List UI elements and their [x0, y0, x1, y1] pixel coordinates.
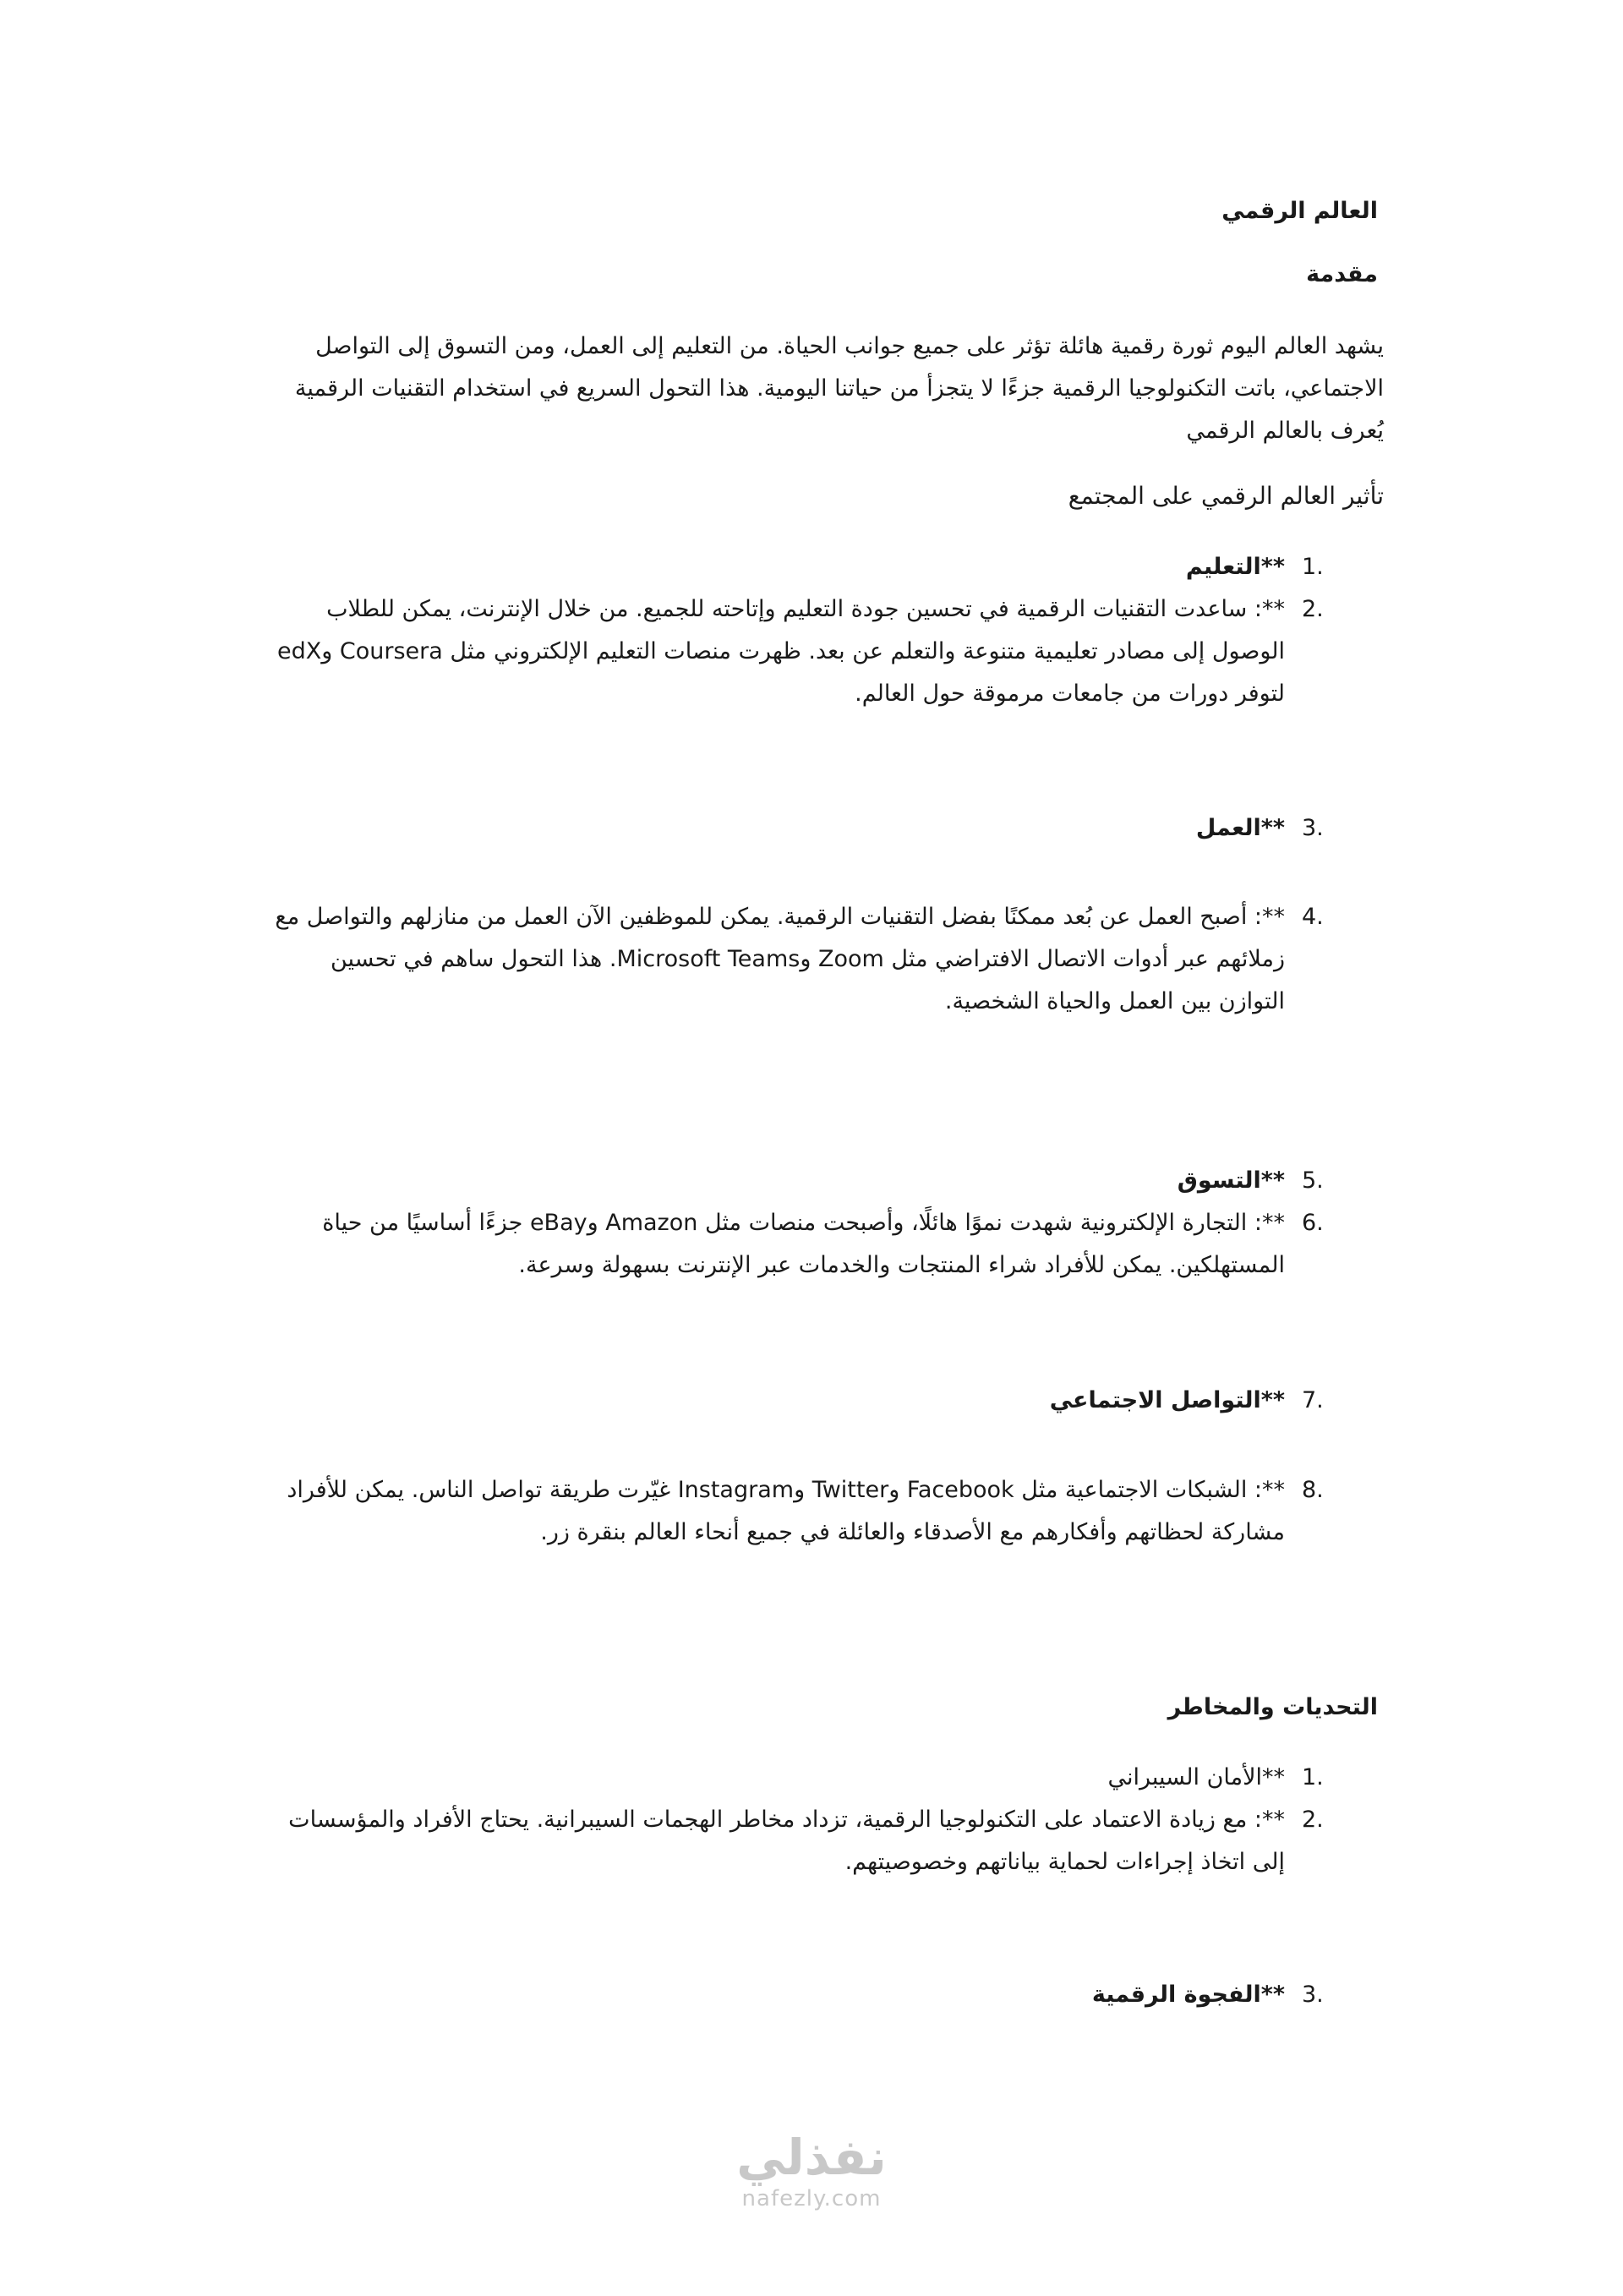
- list-item: [262, 1202, 1324, 1287]
- list-item: [262, 1469, 1324, 1554]
- watermark: [727, 2130, 896, 2213]
- list-item: [262, 1380, 1324, 1422]
- list-item-number: 1.: [1302, 1764, 1324, 1790]
- list-item-text: **: الشبكات الاجتماعية مثل Facebook وTwitter وInstagram غيّرت طريقة تواصل الناس. يمكن للأفراد مشاركة لحظاتهم وأفكارهم مع الأصدقاء والعائلة في جميع أنحاء العالم بنقرة زر.: [287, 1477, 1285, 1545]
- list-item: [262, 1799, 1324, 1883]
- list-item-number: 6.: [1302, 1210, 1324, 1236]
- list-item-text: **التعليم: [1185, 554, 1285, 580]
- impact-heading: تأثير العالم الرقمي على المجتمع: [1068, 482, 1384, 510]
- list-item-text: **التسوق: [1177, 1167, 1285, 1194]
- list-item-number: 5.: [1302, 1167, 1324, 1194]
- list-item-number: 3.: [1302, 815, 1324, 841]
- list-item-number: 1.: [1302, 554, 1324, 580]
- list-item: [262, 896, 1324, 1023]
- list-item-number: 2.: [1302, 596, 1324, 622]
- list-item: [262, 1974, 1324, 2016]
- list-item-number: 4.: [1302, 904, 1324, 930]
- list-item-number: 8.: [1302, 1477, 1324, 1503]
- list-item-number: 2.: [1302, 1807, 1324, 1833]
- list-item-text: **العمل: [1195, 815, 1285, 841]
- list-item: [262, 1160, 1324, 1202]
- intro-heading: مقدمة: [1306, 261, 1378, 287]
- list-item-text: **: مع زيادة الاعتماد على التكنولوجيا الرقمية، تزداد مخاطر الهجمات السيبرانية. يحتاج الأفراد والمؤسسات إلى اتخاذ إجراءات لحماية بياناتهم وخصوصيتهم.: [288, 1807, 1285, 1875]
- list-item-text: **: ساعدت التقنيات الرقمية في تحسين جودة التعليم وإتاحته للجميع. من خلال الإنترنت، يمكن للطلاب الوصول إلى مصادر تعليمية متنوعة والتعلم عن بعد. ظهرت منصات التعليم الإلكتروني مثل Coursera وedX لتوفر دورات من جامعات مرموقة حول العالم.: [277, 596, 1285, 707]
- watermark-logo: نفذلي: [736, 2129, 887, 2186]
- list-item-number: 3.: [1302, 1982, 1324, 2008]
- list-item-text: **الأمان السيبراني: [1107, 1764, 1285, 1790]
- list-item: [262, 588, 1324, 715]
- document-title: العالم الرقمي: [1221, 198, 1378, 224]
- list-item-text: **الفجوة الرقمية: [1091, 1982, 1285, 2008]
- list-item-number: 7.: [1302, 1387, 1324, 1413]
- intro-paragraph: يشهد العالم اليوم ثورة رقمية هائلة تؤثر على جميع جوانب الحياة. من التعليم إلى العمل، ومن التسوق إلى التواصل الاجتماعي، باتت التكنولوجيا الرقمية جزءًا لا يتجزأ من حياتنا اليومية. هذا التحول السريع في استخدام التقنيات الرقمية يُعرف بالعالم الرقمي: [294, 333, 1384, 444]
- list-item: [262, 1757, 1324, 1799]
- list-item: [262, 546, 1324, 588]
- list-item: [262, 807, 1324, 850]
- challenges-heading: التحديات والمخاطر: [1167, 1694, 1378, 1720]
- watermark-url: nafezly.com: [741, 2186, 882, 2211]
- list-item-text: **: التجارة الإلكترونية شهدت نموًا هائلًا، وأصبحت منصات مثل Amazon وeBay جزءًا أساسيًا من حياة المستهلكين. يمكن للأفراد شراء المنتجات والخدمات عبر الإنترنت بسهولة وسرعة.: [322, 1210, 1285, 1278]
- list-item-text: **التواصل الاجتماعي: [1049, 1387, 1285, 1413]
- list-item-text: **: أصبح العمل عن بُعد ممكنًا بفضل التقنيات الرقمية. يمكن للموظفين الآن العمل من منازلهم والتواصل مع زملائهم عبر أدوات الاتصال الافتراضي مثل Zoom وMicrosoft Teams. هذا التحول ساهم في تحسين التوازن بين العمل والحياة الشخصية.: [275, 904, 1285, 1014]
